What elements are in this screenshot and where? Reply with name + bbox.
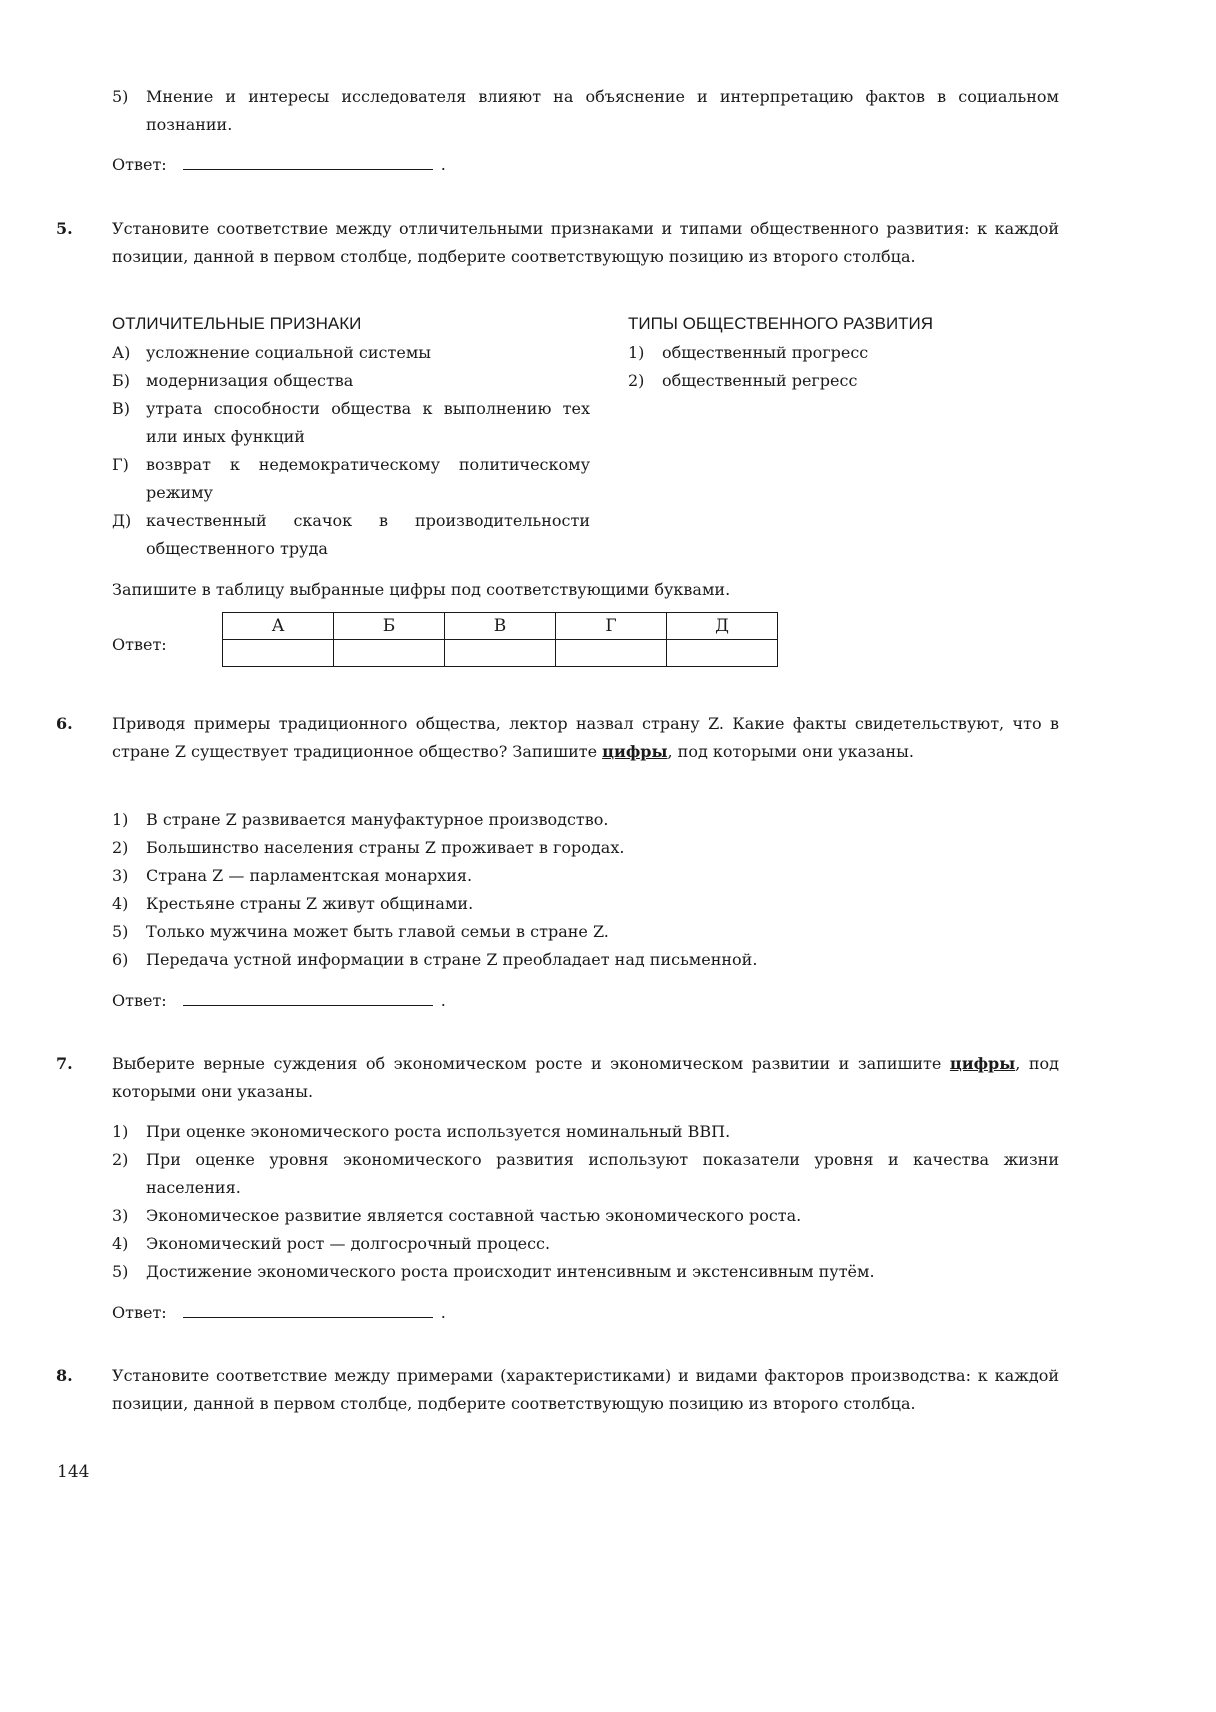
answer-label: Ответ:	[112, 155, 167, 174]
q7-option-3	[112, 1202, 1059, 1230]
prompt-text-end: , под которыми они указаны.	[112, 1054, 1060, 1101]
answer-cell-v[interactable]	[445, 640, 556, 667]
q5-answer-table	[222, 612, 778, 667]
item-text: качественный скачок в производительности общественного труда	[146, 511, 590, 558]
answer-label: Ответ:	[112, 1303, 167, 1322]
answer-table-header: Д	[667, 613, 778, 640]
answer-input-line[interactable]	[183, 987, 433, 1006]
q5-instruction: Запишите в таблицу выбранные цифры под соответствующими буквами.	[112, 580, 731, 599]
option-text: При оценке экономического роста используется номинальный ВВП.	[146, 1122, 731, 1141]
item-text: модернизация общества	[146, 371, 354, 390]
answer-cell-g[interactable]	[556, 640, 667, 667]
prompt-text-end: , под которыми они указаны.	[667, 742, 914, 761]
option-number: 4)	[112, 894, 129, 913]
option-text: Экономический рост — долгосрочный процесс.	[146, 1234, 551, 1253]
prompt-text: Выберите верные суждения об экономическом росте и экономическом развитии и запишите	[112, 1054, 950, 1073]
q4-options	[112, 83, 1059, 139]
answer-table-header: Б	[334, 613, 445, 640]
q6-option-1	[112, 806, 1059, 834]
option-number: 5)	[112, 922, 129, 941]
option-text: Экономическое развитие является составной частью экономического роста.	[146, 1206, 802, 1225]
q4-option-5	[112, 83, 1059, 139]
q6-option-2	[112, 834, 1059, 862]
q7-prompt	[112, 1050, 1059, 1106]
q4-answer: Ответ: .	[112, 151, 446, 179]
prompt-emphasis: цифры	[949, 1054, 1016, 1073]
q7-option-4	[112, 1230, 1059, 1258]
q5-answer-label: Ответ:	[112, 635, 167, 654]
q5-left-item-g	[112, 451, 590, 507]
option-text: Страна Z — парламентская монархия.	[146, 866, 473, 885]
prompt-emphasis: цифры	[602, 742, 668, 761]
item-text: возврат к недемократическому политическому режиму	[146, 455, 590, 502]
option-text: Большинство населения страны Z проживает в городах.	[146, 838, 625, 857]
answer-input-line[interactable]	[183, 151, 433, 170]
item-number: 2)	[628, 371, 645, 390]
option-number: 4)	[112, 1234, 129, 1253]
option-text: Крестьяне страны Z живут общинами.	[146, 894, 474, 913]
q5-right-header: ТИПЫ ОБЩЕСТВЕННОГО РАЗВИТИЯ	[628, 314, 934, 333]
option-number: 3)	[112, 1206, 129, 1225]
item-number: 1)	[628, 343, 645, 362]
q6-option-3	[112, 862, 1059, 890]
item-letter: В)	[112, 399, 130, 418]
q5-right-list	[628, 339, 1028, 395]
q7-answer: Ответ: .	[112, 1299, 446, 1327]
answer-table-header: Г	[556, 613, 667, 640]
answer-cell-d[interactable]	[667, 640, 778, 667]
option-number: 6)	[112, 950, 129, 969]
item-letter: Б)	[112, 371, 130, 390]
item-text: общественный регресс	[662, 371, 858, 390]
q7-options	[112, 1118, 1059, 1286]
answer-cell-a[interactable]	[223, 640, 334, 667]
q6-option-4	[112, 890, 1059, 918]
prompt-text: Приводя примеры традиционного общества, лектор назвал страну Z. Какие факты свидетельствуют, что в стране Z существует традиционное общество? Запишите	[112, 714, 1059, 761]
q6-answer: Ответ: .	[112, 987, 446, 1015]
q6-prompt	[112, 710, 1059, 766]
answer-input-line[interactable]	[183, 1299, 433, 1318]
option-text: При оценке уровня экономического развития используют показатели уровня и качества жизни населения.	[146, 1150, 1059, 1197]
q6-options	[112, 806, 1059, 974]
q7-option-5	[112, 1258, 1059, 1286]
answer-table-input-row	[223, 640, 778, 667]
q5-number: 5.	[56, 219, 73, 238]
option-number: 2)	[112, 838, 129, 857]
q5-left-list	[112, 339, 590, 563]
q5-left-item-d	[112, 507, 590, 563]
option-number: 1)	[112, 810, 129, 829]
option-number: 5)	[112, 1262, 129, 1281]
item-letter: А)	[112, 343, 131, 362]
answer-table-header: А	[223, 613, 334, 640]
q7-option-2	[112, 1146, 1059, 1202]
q7-number: 7.	[56, 1054, 73, 1073]
answer-label: Ответ:	[112, 991, 167, 1010]
option-text: Мнение и интересы исследователя влияют на объяснение и интерпретацию фактов в социальном познании.	[146, 87, 1059, 134]
page-number: 144	[57, 1462, 90, 1482]
option-number: 1)	[112, 1122, 129, 1141]
option-number: 3)	[112, 866, 129, 885]
item-letter: Г)	[112, 455, 129, 474]
q5-left-item-b	[112, 367, 590, 395]
answer-table-header: В	[445, 613, 556, 640]
item-text: утрата способности общества к выполнению тех или иных функций	[146, 399, 590, 446]
option-text: В стране Z развивается мануфактурное производство.	[146, 810, 609, 829]
item-text: усложнение социальной системы	[146, 343, 431, 362]
q5-right-item-1	[628, 339, 1028, 367]
option-text: Передача устной информации в стране Z преобладает над письменной.	[146, 950, 758, 969]
item-text: общественный прогресс	[662, 343, 869, 362]
q5-right-item-2	[628, 367, 1028, 395]
q5-left-item-a	[112, 339, 590, 367]
option-text: Достижение экономического роста происходит интенсивным и экстенсивным путём.	[146, 1262, 875, 1281]
q8-number: 8.	[56, 1366, 73, 1385]
q6-option-5	[112, 918, 1059, 946]
item-letter: Д)	[112, 511, 132, 530]
q6-option-6	[112, 946, 1059, 974]
answer-cell-b[interactable]	[334, 640, 445, 667]
q5-left-item-v	[112, 395, 590, 451]
q5-left-header: ОТЛИЧИТЕЛЬНЫЕ ПРИЗНАКИ	[112, 314, 362, 333]
q5-prompt: Установите соответствие между отличительными признаками и типами общественного развития: к каждой позиции, данной в первом столбце, подберите соответствующую позицию из второго столбца.	[112, 219, 1059, 266]
option-number: 5)	[112, 87, 129, 106]
q7-option-1	[112, 1118, 1059, 1146]
option-number: 2)	[112, 1150, 129, 1169]
q6-number: 6.	[56, 714, 73, 733]
q8-prompt: Установите соответствие между примерами (характеристиками) и видами факторов производства: к каждой позиции, данной в первом столбце, подберите соответствующую позицию из второго столбца.	[112, 1366, 1059, 1413]
answer-table-header-row	[223, 613, 778, 640]
option-text: Только мужчина может быть главой семьи в стране Z.	[146, 922, 609, 941]
